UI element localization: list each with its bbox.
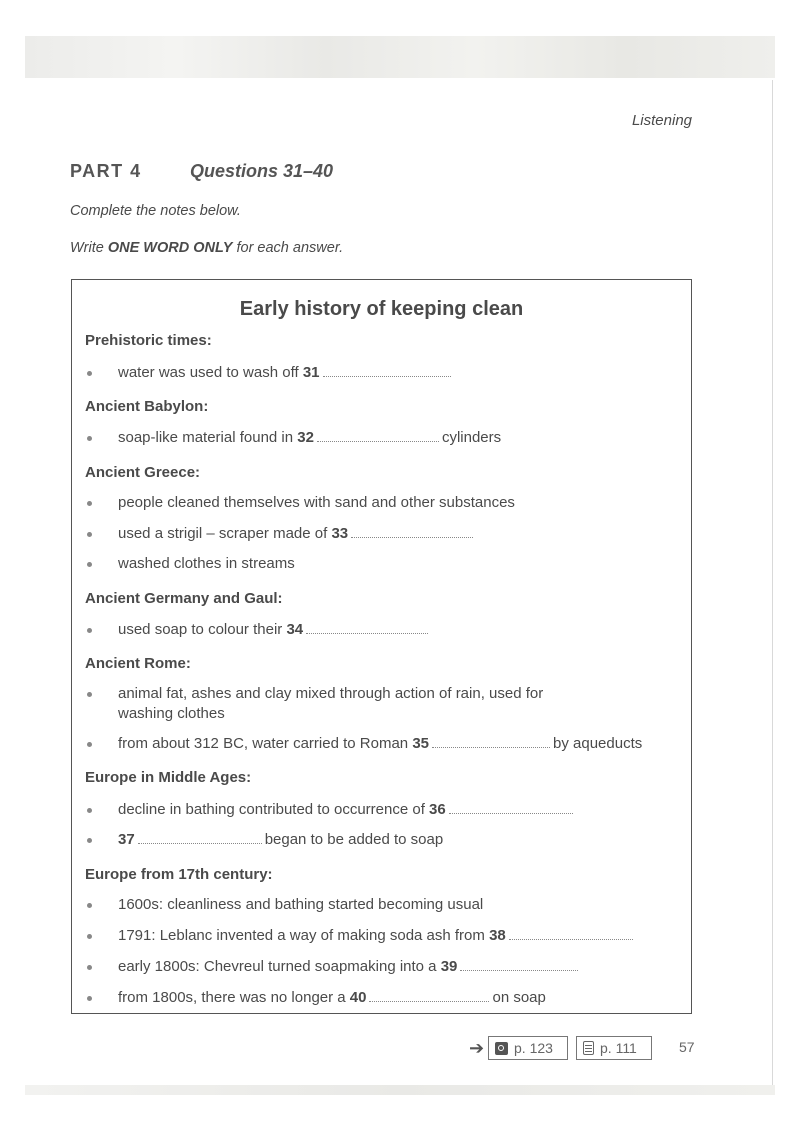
item-text: animal fat, ashes and clay mixed through action of rain, used for xyxy=(118,685,544,702)
answer-blank[interactable] xyxy=(509,938,633,940)
question-number: 33 xyxy=(331,525,349,542)
item-text: cylinders xyxy=(441,429,502,446)
question-number: 36 xyxy=(429,801,446,818)
instruction-text: for each answer. xyxy=(232,240,344,256)
item-text: washing clothes xyxy=(118,705,225,722)
question-number: 32 xyxy=(297,429,314,446)
instruction-text: Write xyxy=(70,240,108,256)
transcript-reference-link[interactable] xyxy=(576,1036,652,1060)
heading-prehistoric: Prehistoric times: xyxy=(85,332,212,349)
scan-header-band xyxy=(25,36,775,78)
bullet-icon xyxy=(87,996,92,1001)
item-text: washed clothes in streams xyxy=(118,555,295,572)
answer-blank[interactable] xyxy=(460,969,578,971)
question-number: 34 xyxy=(286,621,304,638)
bullet-icon xyxy=(87,808,92,813)
item-text: decline in bathing contributed to occurrence of xyxy=(118,801,430,818)
item-text: on soap xyxy=(492,989,546,1006)
bullet-icon xyxy=(87,742,92,747)
page-edge-rule xyxy=(772,80,773,1085)
part-heading xyxy=(70,161,333,182)
item-text: early 1800s: Chevreul turned soapmaking into a xyxy=(118,958,441,975)
bullet-icon xyxy=(87,965,92,970)
item-text: used soap to colour their xyxy=(118,621,287,638)
scan-footer-band xyxy=(25,1085,775,1095)
answer-blank[interactable] xyxy=(138,842,262,844)
answer-blank[interactable] xyxy=(317,440,439,442)
question-number: 37 xyxy=(118,831,135,848)
bullet-icon xyxy=(87,903,92,908)
answer-blank[interactable] xyxy=(432,746,550,748)
bullet-icon xyxy=(87,501,92,506)
heading-middle-ages: Europe in Middle Ages: xyxy=(85,769,252,786)
page-number: 57 xyxy=(679,1039,695,1055)
bullet-icon xyxy=(87,371,92,376)
audio-page-ref: p. 123 xyxy=(514,1040,553,1056)
heading-babylon: Ancient Babylon: xyxy=(85,398,209,415)
heading-17th-century: Europe from 17th century: xyxy=(85,866,273,883)
question-number: 40 xyxy=(349,989,367,1006)
answer-blank[interactable] xyxy=(449,812,573,814)
bullet-icon xyxy=(87,838,92,843)
item-text: from about 312 BC, water carried to Roman xyxy=(118,735,413,752)
transcript-page-ref: p. 111 xyxy=(600,1040,637,1056)
heading-rome: Ancient Rome: xyxy=(85,655,191,672)
question-number: 35 xyxy=(412,735,429,752)
bullet-icon xyxy=(87,562,92,567)
questions-range: Questions 31–40 xyxy=(190,161,334,181)
answer-blank[interactable] xyxy=(369,1000,489,1002)
item-text: soap-like material found in xyxy=(118,429,298,446)
question-number: 31 xyxy=(302,364,320,381)
answer-blank[interactable] xyxy=(351,536,473,538)
item-text: 1791: Leblanc invented a way of making soda ash from xyxy=(118,927,490,944)
section-label: Listening xyxy=(631,112,692,129)
item-text: water was used to wash off xyxy=(118,364,303,381)
item-text: 1600s: cleanliness and bathing started becoming usual xyxy=(118,896,484,913)
audio-reference-link[interactable] xyxy=(488,1036,568,1060)
heading-greece: Ancient Greece: xyxy=(85,464,201,481)
answer-blank[interactable] xyxy=(323,375,451,377)
instruction-emphasis: ONE WORD ONLY xyxy=(107,240,233,256)
item-text: from 1800s, there was no longer a xyxy=(118,989,350,1006)
item-text: used a strigil – scraper made of xyxy=(118,525,332,542)
heading-germany-gaul: Ancient Germany and Gaul: xyxy=(85,590,283,607)
bullet-icon xyxy=(87,628,92,633)
audio-icon xyxy=(495,1042,508,1055)
arrow-right-icon: ➔ xyxy=(469,1038,485,1058)
bullet-icon xyxy=(87,532,92,537)
notes-title: Early history of keeping clean xyxy=(239,298,524,320)
bullet-icon xyxy=(87,934,92,939)
instruction-complete: Complete the notes below. xyxy=(70,203,241,219)
item-text: by aqueducts xyxy=(553,735,643,752)
document-icon xyxy=(583,1041,594,1055)
item-text: people cleaned themselves with sand and other substances xyxy=(118,494,515,511)
answer-blank[interactable] xyxy=(306,632,428,634)
instruction-word-limit xyxy=(70,240,343,256)
item-text: began to be added to soap xyxy=(264,831,444,848)
notes-box xyxy=(71,279,692,1014)
part-label: PART 4 xyxy=(70,161,142,181)
bullet-icon xyxy=(87,692,92,697)
question-number: 39 xyxy=(440,958,458,975)
question-number: 38 xyxy=(489,927,506,944)
bullet-icon xyxy=(87,436,92,441)
